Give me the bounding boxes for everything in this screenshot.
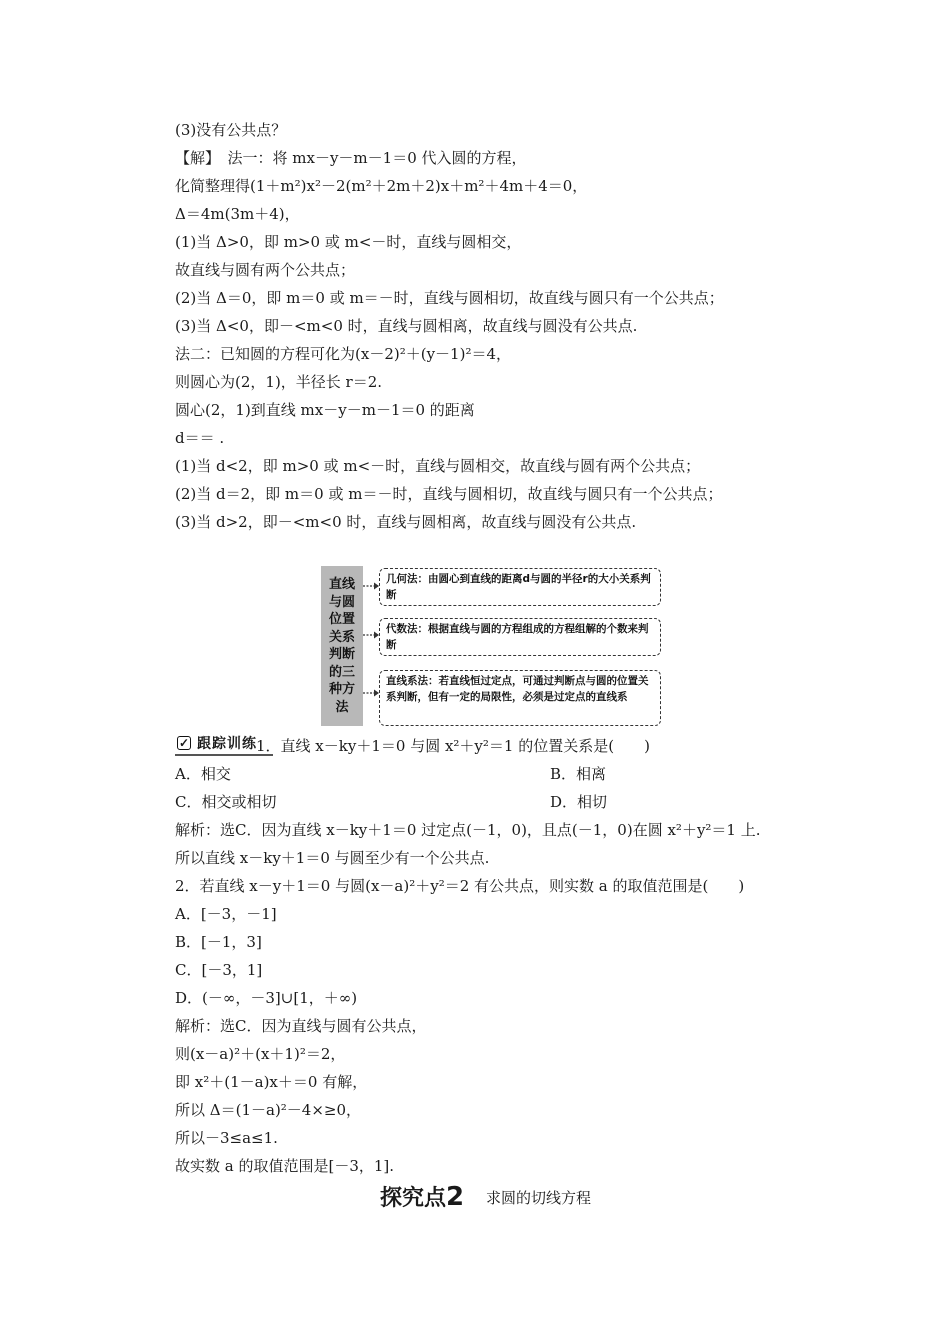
option-d: D．相切	[550, 793, 608, 811]
option-d: D．(－∞，－3]∪[1，＋∞)	[175, 989, 358, 1007]
solution-line: 所以 Δ＝(1－a)²－4×≥0，	[175, 1101, 362, 1119]
method-text: 代数法：根据直线与圆的方程组成的方程组解的个数来判断	[386, 623, 649, 651]
question-2-stem: 2．若直线 x－y＋1＝0 与圆(x－a)²＋y²＝2 有公共点，则实数 a 的取值范围是( )	[175, 877, 745, 895]
arrow-icon	[363, 581, 379, 591]
follow-training-text: 跟踪训练	[197, 736, 257, 752]
option-b: B．相离	[550, 765, 607, 783]
text-line: 法二：已知圆的方程可化为(x－2)²＋(y－1)²＝4，	[175, 345, 512, 363]
solution-line: 故实数 a 的取值范围是[－3，1].	[175, 1157, 395, 1175]
text-line: Δ＝4m(3m＋4)，	[175, 205, 300, 223]
arrow-icon	[363, 688, 379, 698]
solution-line: 则(x－a)²＋(x＋1)²＝2，	[175, 1045, 346, 1063]
text-line: 圆心(2，1)到直线 mx－y－m－1＝0 的距离	[175, 401, 475, 419]
text-line: (3)当 d>2，即－<m<0 时，直线与圆相离，故直线与圆没有公共点.	[175, 513, 637, 531]
option-a: A．[－3，－1]	[175, 905, 277, 923]
text-line: 化简整理得(1＋m²)x²－2(m²＋2m＋2)x＋m²＋4m＋4＝0，	[175, 177, 588, 195]
diagram-title-block	[321, 566, 363, 726]
text-line: (2)当 Δ＝0，即 m＝0 或 m＝－时，直线与圆相切，故直线与圆只有一个公共点；	[175, 289, 724, 307]
arrow-icon	[363, 630, 379, 640]
option-a: A．相交	[175, 765, 231, 783]
text-line: 则圆心为(2，1)，半径长 r＝2.	[175, 373, 383, 391]
text-line: (1)当 d<2，即 m>0 或 m<－时，直线与圆相交，故直线与圆有两个公共点；	[175, 457, 701, 475]
diagram-title: 直线与圆位置关系判断的三种方法	[328, 577, 355, 715]
section-subtitle: 求圆的切线方程	[486, 1189, 592, 1207]
text-line: (3)没有公共点？	[175, 121, 287, 139]
method-box-geometric	[379, 568, 661, 606]
section-title-text: 探究点	[380, 1186, 447, 1211]
option-c: C．[－3，1]	[175, 961, 263, 979]
text-line: 故直线与圆有两个公共点；	[175, 261, 356, 279]
solution-line: 解析：选C．因为直线与圆有公共点，	[175, 1017, 427, 1035]
text-line: d＝＝ .	[175, 429, 225, 447]
option-c: C．相交或相切	[175, 793, 277, 811]
text-line: 【解】 法一：将 mx－y－m－1＝0 代入圆的方程，	[175, 149, 527, 167]
question-1-stem: 1．直线 x－ky＋1＝0 与圆 x²＋y²＝1 的位置关系是( )	[256, 737, 650, 755]
section-title	[380, 1183, 464, 1213]
method-text: 直线系法：若直线恒过定点，可通过判断点与圆的位置关系判断，但有一定的局限性，必须是过定点的直线系	[386, 675, 649, 703]
method-box-line-family	[379, 670, 661, 726]
section-number: 2	[446, 1182, 465, 1212]
text-line: (1)当 Δ>0，即 m>0 或 m<－时，直线与圆相交，	[175, 233, 522, 251]
text-line: (2)当 d＝2，即 m＝0 或 m＝－时，直线与圆相切，故直线与圆只有一个公共点；	[175, 485, 723, 503]
solution-line: 解析：选C．因为直线 x－ky＋1＝0 过定点(－1，0)，且点(－1，0)在圆 x²＋y²＝1 上.	[175, 821, 761, 839]
solution-line: 所以直线 x－ky＋1＝0 与圆至少有一个公共点.	[175, 849, 490, 867]
method-text: 几何法：由圆心到直线的距离d与圆的半径r的大小关系判断	[386, 573, 651, 601]
method-box-algebraic	[379, 618, 661, 656]
methods-diagram	[321, 566, 663, 728]
text-line: (3)当 Δ<0，即－<m<0 时，直线与圆相离，故直线与圆没有公共点.	[175, 317, 638, 335]
option-b: B．[－1，3]	[175, 933, 262, 951]
solution-line: 所以－3≤a≤1.	[175, 1129, 278, 1147]
solution-line: 即 x²＋(1－a)x＋＝0 有解，	[175, 1073, 368, 1091]
check-icon: ✓	[178, 736, 190, 750]
